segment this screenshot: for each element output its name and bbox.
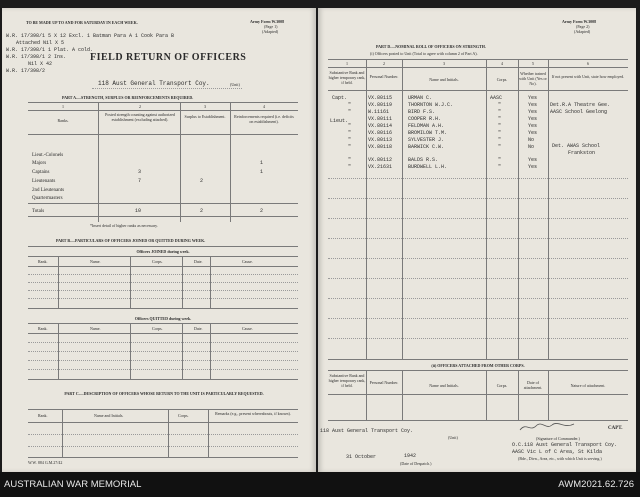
roll-row-3-corps: ": [498, 109, 502, 115]
roll-row-4-name: COOPER R.H.: [408, 116, 442, 122]
roll-row-2-corps: ": [498, 102, 502, 108]
roll-row-8-corps: ": [498, 144, 502, 150]
roll-row-6-rank: ": [348, 130, 352, 136]
roll-row-5-rank: ": [348, 123, 352, 129]
roll-row-8-trained: No: [528, 144, 535, 150]
roll-row-6-corps: ": [498, 130, 502, 136]
roll-row-5-corps: ": [498, 123, 502, 129]
joined-col-cause: Cause.: [242, 259, 253, 264]
address-label: (Bde., Divn., Area, etc., with which Unit is serving.): [518, 456, 602, 461]
totals-surplus: 2: [200, 208, 204, 214]
roll-row-1-corps: AASC: [490, 95, 503, 101]
roll-row-3-name: BIRD F.S.: [408, 109, 436, 115]
signature-rank: CAPT.: [608, 426, 623, 431]
adapted-note-2: (Adapted): [574, 29, 591, 34]
wr-line-6: W.R. 17/398/2: [6, 68, 46, 74]
roll-row-7-rank: ": [348, 137, 352, 143]
commander-label: (Signature of Commander.): [536, 436, 580, 441]
rank-2nd-lieutenants: 2nd Lieutenants: [32, 188, 65, 193]
attached-header-corps: Corps.: [496, 383, 508, 388]
roll-row-6-number: VX.80116: [368, 130, 393, 136]
unit-suffix: (Unit): [230, 82, 240, 87]
roll-row-8-employed: Det. AWAS School: [552, 143, 601, 149]
quitted-title: Officers QUITTED during week.: [134, 316, 192, 321]
roll-row-2-employed: Det.R.A Theatre Gee.: [550, 102, 611, 108]
part-a-col-2: 2: [139, 104, 141, 109]
unit-name: 118 Aust General Transport Coy.: [98, 80, 210, 87]
roll-row-2-name: THORNTON W.J.C.: [408, 102, 454, 108]
roll-row-2-number: VX.80119: [368, 102, 393, 108]
wr-line-5: Nil X 42: [28, 61, 53, 67]
quitted-col-name: Name.: [90, 326, 101, 331]
roll-row-11-corps: ": [498, 164, 502, 170]
totals-reinf: 2: [260, 208, 264, 214]
rank-majors: Majors: [32, 161, 47, 166]
captains-posted: 3: [138, 169, 142, 175]
roll-row-7-number: VX.80113: [368, 137, 393, 143]
adapted-note: (Adapted): [262, 29, 279, 34]
roll-row-4-number: VX.80111: [368, 116, 393, 122]
part-a-header-ranks: Ranks.: [57, 118, 69, 123]
attached-header-date: Date of attachment.: [523, 380, 543, 390]
majors-reinf: 1: [260, 160, 264, 166]
roll-row-1-trained: Yes: [528, 95, 538, 101]
part-a-note: *Insert detail of higher ranks as necessary.: [90, 223, 158, 228]
rank-lieut-colonels: Lieut.-Colonels: [32, 153, 64, 158]
roll-row-3-number: W.11161: [368, 109, 390, 115]
roll-row-5-name: FELDMAN A.H.: [408, 123, 445, 129]
attached-title: (ii) OFFICERS ATTACHED FROM OTHER CORPS.: [431, 363, 525, 368]
quitted-col-cause: Cause.: [242, 326, 253, 331]
lieutenants-posted: 7: [138, 178, 142, 184]
part-a-col-3: 3: [204, 104, 206, 109]
part-a-title: PART A.—STRENGTH, SURPLUS OR REINFORCEMENTS REQUIRED.: [62, 95, 194, 100]
roll-row-3-trained: Yes: [528, 109, 538, 115]
roll-row-2-rank: ": [348, 102, 352, 108]
roll-row-1-number: VX.80115: [368, 95, 393, 101]
page-note-2: (Page 2): [576, 24, 590, 29]
roll-row-5-number: VX.80114: [368, 123, 393, 129]
part-a-col-4: 4: [263, 104, 265, 109]
part-d-header-rank: Substantive Rank and higher temporary rank, if held.: [328, 70, 366, 85]
roll-row-4-corps: ": [498, 116, 502, 122]
part-c-col-remarks: Remarks (e.g., present whereabouts, if known).: [215, 411, 291, 416]
roll-row-7-trained: No: [528, 137, 535, 143]
part-d-col-1: 1: [346, 61, 348, 66]
part-c-col-corps: Corps.: [178, 413, 189, 418]
roll-row-10-trained: Yes: [528, 157, 538, 163]
attached-header-nature: Nature of attachment.: [570, 383, 606, 388]
roll-row-5-trained: Yes: [528, 123, 538, 129]
rank-quartermasters: Quartermasters: [32, 196, 63, 201]
print-code: W.W. 884 G.M.27/42: [28, 460, 63, 465]
part-a-col-1: 1: [62, 104, 64, 109]
part-b-title: PART B.—PARTICULARS OF OFFICERS JOINED OR QUITTED DURING WEEK.: [56, 238, 206, 243]
commander-address: AASC Vic L of C Area, St Kilda: [512, 449, 603, 455]
part-d-col-2: 2: [383, 61, 385, 66]
wr-line-3: W.R. 17/398/1 1 Plat. A cold.: [6, 47, 94, 53]
footer-accession: AWM2021.62.726: [558, 479, 634, 490]
roll-row-10-name: BALDS R.S.: [408, 157, 439, 163]
part-d-header-number: Personal Number.: [369, 74, 399, 79]
form-title: FIELD RETURN OF OFFICERS: [90, 52, 247, 63]
totals-posted: 10: [135, 208, 142, 214]
part-d-col-6: 6: [587, 61, 589, 66]
roll-row-11-number: VX.21631: [368, 164, 393, 170]
commander-signature: [518, 420, 578, 434]
despatch-date: 31 October: [346, 454, 377, 460]
roll-row-7-corps: ": [498, 137, 502, 143]
captains-reinf: 1: [260, 169, 264, 175]
roll-row-1-rank: Capt.: [332, 95, 348, 101]
signature-unit-suffix: (Unit): [448, 435, 458, 440]
date-label: (Date of Despatch.): [400, 461, 432, 466]
despatch-year: 1942: [404, 453, 417, 459]
part-c-col-name: Name and Initials.: [94, 413, 124, 418]
commander-title: O.C.118 Aust General Transport Coy.: [512, 442, 618, 448]
roll-row-7-name: SYLVESTER J.: [408, 137, 445, 143]
roll-row-4-trained: Yes: [528, 116, 538, 122]
signature-unit: 118 Aust General Transport Coy.: [320, 428, 414, 434]
army-form-label: Army Form W.3008: [250, 19, 285, 24]
lieutenants-surplus: 2: [200, 178, 204, 184]
part-c-col-rank: Rank.: [38, 413, 48, 418]
roll-row-6-name: BROMILOW T.M.: [408, 130, 448, 136]
archive-footer: [0, 472, 640, 497]
army-form-label-2: Army Form W.3008: [562, 19, 597, 24]
roll-row-6-trained: Yes: [528, 130, 538, 136]
joined-col-rank: Rank.: [38, 259, 48, 264]
joined-col-name: Name.: [90, 259, 101, 264]
quitted-col-corps: Corps.: [152, 326, 163, 331]
part-a-header-surplus: Surplus to Establishment.: [184, 114, 226, 119]
roll-row-8-name: BARWICK C.W.: [408, 144, 445, 150]
part-d-col-3: 3: [443, 61, 445, 66]
totals-label: Totals: [32, 209, 45, 214]
part-d-subtitle: (i) Officers posted to Unit (Total to agree with column 2 of Part A).: [370, 51, 478, 56]
roll-row-10-corps: ": [498, 157, 502, 163]
part-d-header-name: Name and Initials.: [429, 77, 459, 82]
part-d-header-trained: Whether trained with Unit (Yes or No).: [519, 71, 547, 86]
right-page: [318, 8, 636, 472]
wr-line-4: W.R. 17/398/1 2 Ins.: [6, 54, 67, 60]
roll-row-11-trained: Yes: [528, 164, 538, 170]
rank-captains: Captains: [32, 170, 50, 175]
roll-row-8-number: VX.80118: [368, 144, 393, 150]
wr-line-1: W.R. 17/398/1 5 X 12 Excl. 1 Batman Para A 1 Cook Para B: [6, 33, 175, 39]
roll-row-4-rank: Lieut.: [330, 118, 349, 124]
part-c-title: PART C.—DESCRIPTION OF OFFICERS WHOSE RETURN TO THE UNIT IS PARTICULARLY REQUESTED.: [64, 391, 264, 396]
part-a-header-posted: Posted strength counting against authorized establishment (excluding attached).: [105, 112, 175, 122]
left-page: [2, 8, 316, 472]
attached-header-name: Name and Initials.: [429, 383, 459, 388]
roll-row-1-name: URMAN C.: [408, 95, 433, 101]
joined-col-date: Date.: [194, 259, 203, 264]
roll-row-3-employed: AASC School Geelong: [550, 109, 608, 115]
roll-row-10-number: VX.80112: [368, 157, 393, 163]
roll-row-2-trained: Yes: [528, 102, 538, 108]
roll-row-11-rank: ": [348, 164, 352, 170]
part-d-header-corps: Corps.: [496, 77, 508, 82]
joined-title: Officers JOINED during week.: [136, 249, 190, 254]
quitted-col-date: Date.: [194, 326, 203, 331]
attached-header-rank: Substantive Rank and higher temporary rank, if held.: [328, 373, 366, 388]
page-note: (Page 1): [264, 24, 278, 29]
joined-col-corps: Corps.: [152, 259, 163, 264]
part-d-col-5: 5: [532, 61, 534, 66]
footer-institution: AUSTRALIAN WAR MEMORIAL: [4, 479, 142, 490]
part-d-title: PART D.—NOMINAL ROLL OF OFFICERS ON STRENGTH.: [376, 44, 486, 49]
header-note: TO BE MADE UP TO AND FOR SATURDAY IN EACH WEEK.: [26, 20, 138, 25]
roll-row-11-name: BURDWELL L.H.: [408, 164, 448, 170]
part-d-header-employed: If not present with Unit, state how employed.: [551, 74, 625, 79]
rank-lieutenants: Lieutenants: [32, 179, 56, 184]
wr-line-2: Attached Nil X 5: [16, 40, 65, 46]
roll-row-3-rank: ": [348, 109, 352, 115]
quitted-col-rank: Rank.: [38, 326, 48, 331]
part-d-col-4: 4: [501, 61, 503, 66]
part-a-header-reinf: Reinforcements required (i.e. deficits on establishment).: [234, 114, 294, 124]
attached-header-number: Personal Number.: [369, 380, 399, 385]
roll-row-10-rank: ": [348, 157, 352, 163]
roll-row-9-employed: Frankston: [568, 150, 596, 156]
roll-row-8-rank: ": [348, 144, 352, 150]
